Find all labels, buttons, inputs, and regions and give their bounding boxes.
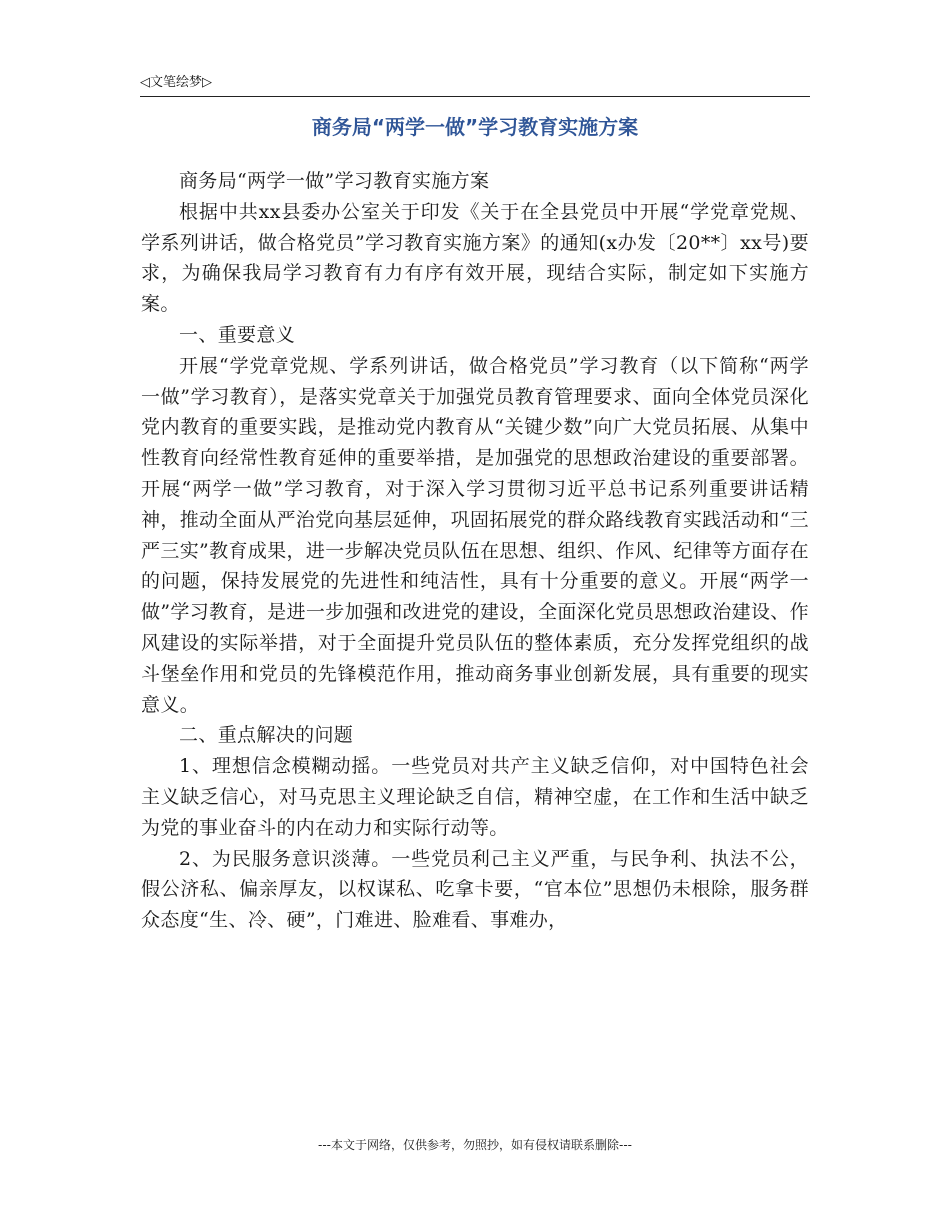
paragraph-problem-2: 2、为民服务意识淡薄。一些党员利己主义严重，与民争利、执法不公，假公济私、偏亲厚友，以权谋私、吃拿卡要，“官本位”思想仍未根除，服务群众态度“生、冷、硬”，门难进、脸难看、事难办， — [141, 847, 809, 932]
paragraph-subtitle: 商务局“两学一做”学习教育实施方案 — [179, 170, 490, 192]
document-title: 商务局“两学一做”学习教育实施方案 — [311, 115, 639, 139]
paragraph-significance: 开展“学党章党规、学系列讲话，做合格党员”学习教育（以下简称“两学一做”学习教育），是落实党章关于加强党员教育管理要求、面向全体党员深化党内教育的重要实践，是推动党内教育从“关键少数”向广大党员拓展、从集中性教育向经常性教育延伸的重要举措，是加强党的思想政治建设的重要部署。开展“两学一做”学习教育，对于深入学习贯彻习近平总书记系列重要讲话精神，推动全面从严治党向基层延伸，巩固拓展党的群众路线教育实践活动和“三严三实”教育成果，进一步解决党员队伍在思想、组织、作风、纪律等方面存在的问题，保持发展党的先进性和纯洁性，具有十分重要的意义。开展“两学一做”学习教育，是进一步加强和改进党的建设，全面深化党员思想政治建设、作风建设的实际举措，对于全面提升党员队伍的整体素质，充分发挥党组织的战斗堡垒作用和党员的先锋模范作用，推动商务事业创新发展，具有重要的现实意义。 — [141, 354, 809, 716]
paragraph-intro: 根据中共xx县委办公室关于印发《关于在全县党员中开展“学党章党规、学系列讲话，做合格党员”学习教育实施方案》的通知(x办发〔20**〕xx号)要求，为确保我局学习教育有力有序有效开展，现结合实际，制定如下实施方案。 — [141, 200, 809, 316]
document-body — [141, 166, 809, 936]
paragraph-problem-1: 1、理想信念模糊动摇。一些党员对共产主义缺乏信仰，对中国特色社会主义缺乏信心，对马克思主义理论缺乏自信，精神空虚，在工作和生活中缺乏为党的事业奋斗的内在动力和实际行动等。 — [141, 755, 809, 839]
section-heading-problems: 二、重点解决的问题 — [179, 724, 354, 747]
page-header — [140, 74, 810, 97]
section-heading-significance: 一、重要意义 — [179, 323, 296, 346]
footer-disclaimer: ---本文于网络，仅供参考，勿照抄，如有侵权请联系删除--- — [318, 1138, 632, 1152]
header-brand: ◁文笔绘梦▷ — [140, 75, 212, 90]
